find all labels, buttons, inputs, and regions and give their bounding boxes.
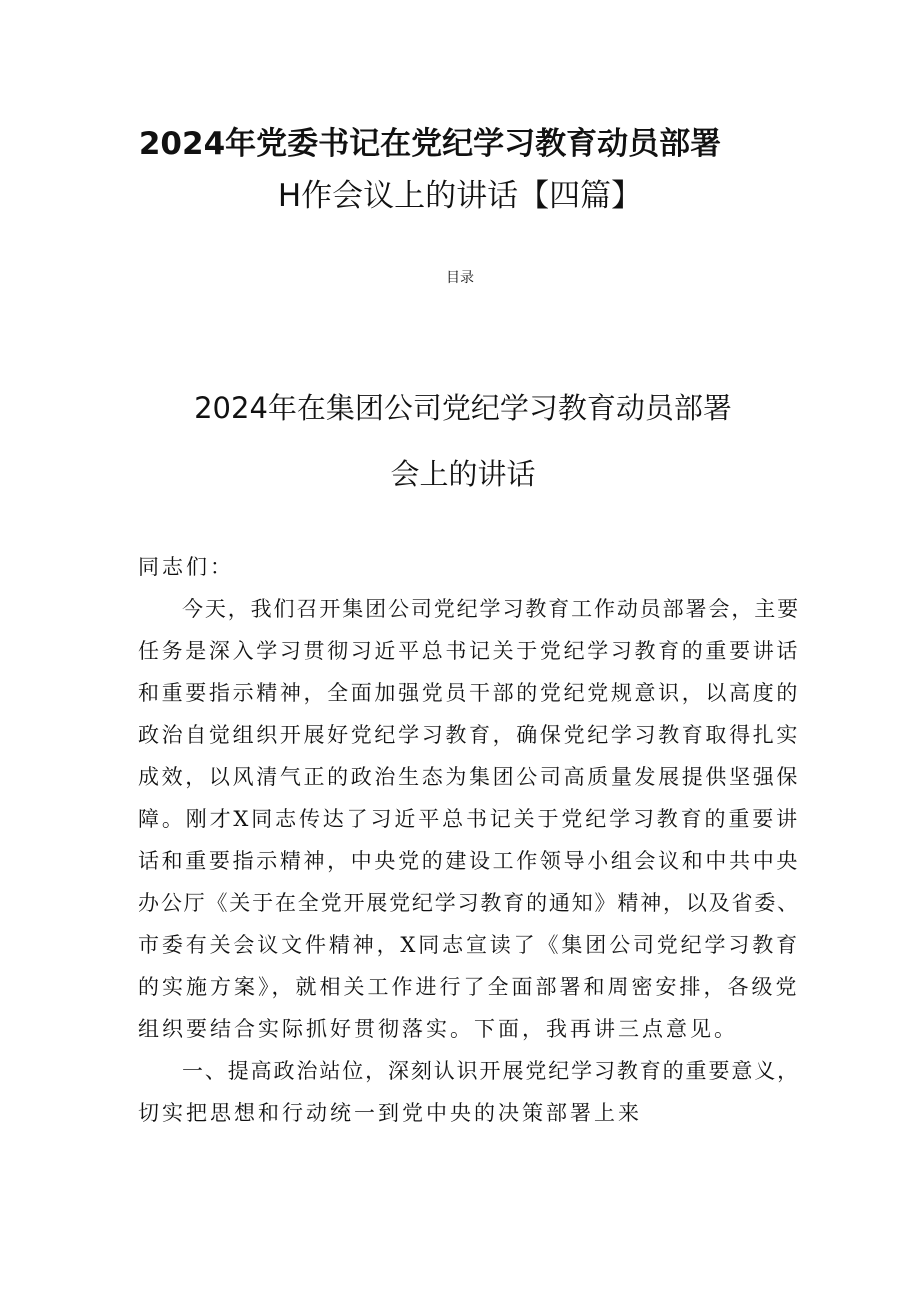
- paragraph-line: 市委有关会议文件精神，X同志宣读了《集团公司党纪学习教育: [138, 933, 800, 957]
- paragraph-line: 障。刚才X同志传达了习近平总书记关于党纪学习教育的重要讲: [138, 807, 800, 831]
- speech-title-line-1: 2024年在集团公司党纪学习教育动员部署: [194, 391, 732, 425]
- section-heading-line: 切实把思想和行动统一到党中央的决策部署上来: [138, 1101, 642, 1125]
- paragraph-line: 和重要指示精神，全面加强党员干部的党纪党规意识，以高度的: [138, 681, 800, 705]
- document-title-line-1: 2024年党委书记在党纪学习教育动员部署: [138, 126, 722, 162]
- section-heading-line: 一、提高政治站位，深刻认识开展党纪学习教育的重要意义，: [182, 1059, 800, 1083]
- paragraph-line: 话和重要指示精神，中央党的建设工作领导小组会议和中共中央: [138, 849, 800, 873]
- paragraph-line: 任务是深入学习贯彻习近平总书记关于党纪学习教育的重要讲话: [138, 639, 800, 663]
- paragraph-line: 的实施方案》，就相关工作进行了全面部署和周密安排，各级党: [138, 975, 800, 999]
- paragraph-line: 办公厅《关于在全党开展党纪学习教育的通知》精神，以及省委、: [138, 891, 800, 915]
- document-title-line-2: H作会议上的讲话【四篇】: [277, 178, 643, 214]
- speech-title-line-2: 会上的讲话: [390, 457, 536, 491]
- paragraph-line: 今天，我们召开集团公司党纪学习教育工作动员部署会，主要: [182, 597, 800, 621]
- greeting: 同志们：: [138, 555, 234, 579]
- paragraph-line: 成效，以风清气正的政治生态为集团公司高质量发展提供坚强保: [138, 765, 800, 789]
- table-of-contents-label: 目录: [446, 270, 474, 286]
- paragraph-line: 政治自觉组织开展好党纪学习教育，确保党纪学习教育取得扎实: [138, 723, 800, 747]
- paragraph-line: 组织要结合实际抓好贯彻落实。下面，我再讲三点意见。: [138, 1017, 738, 1041]
